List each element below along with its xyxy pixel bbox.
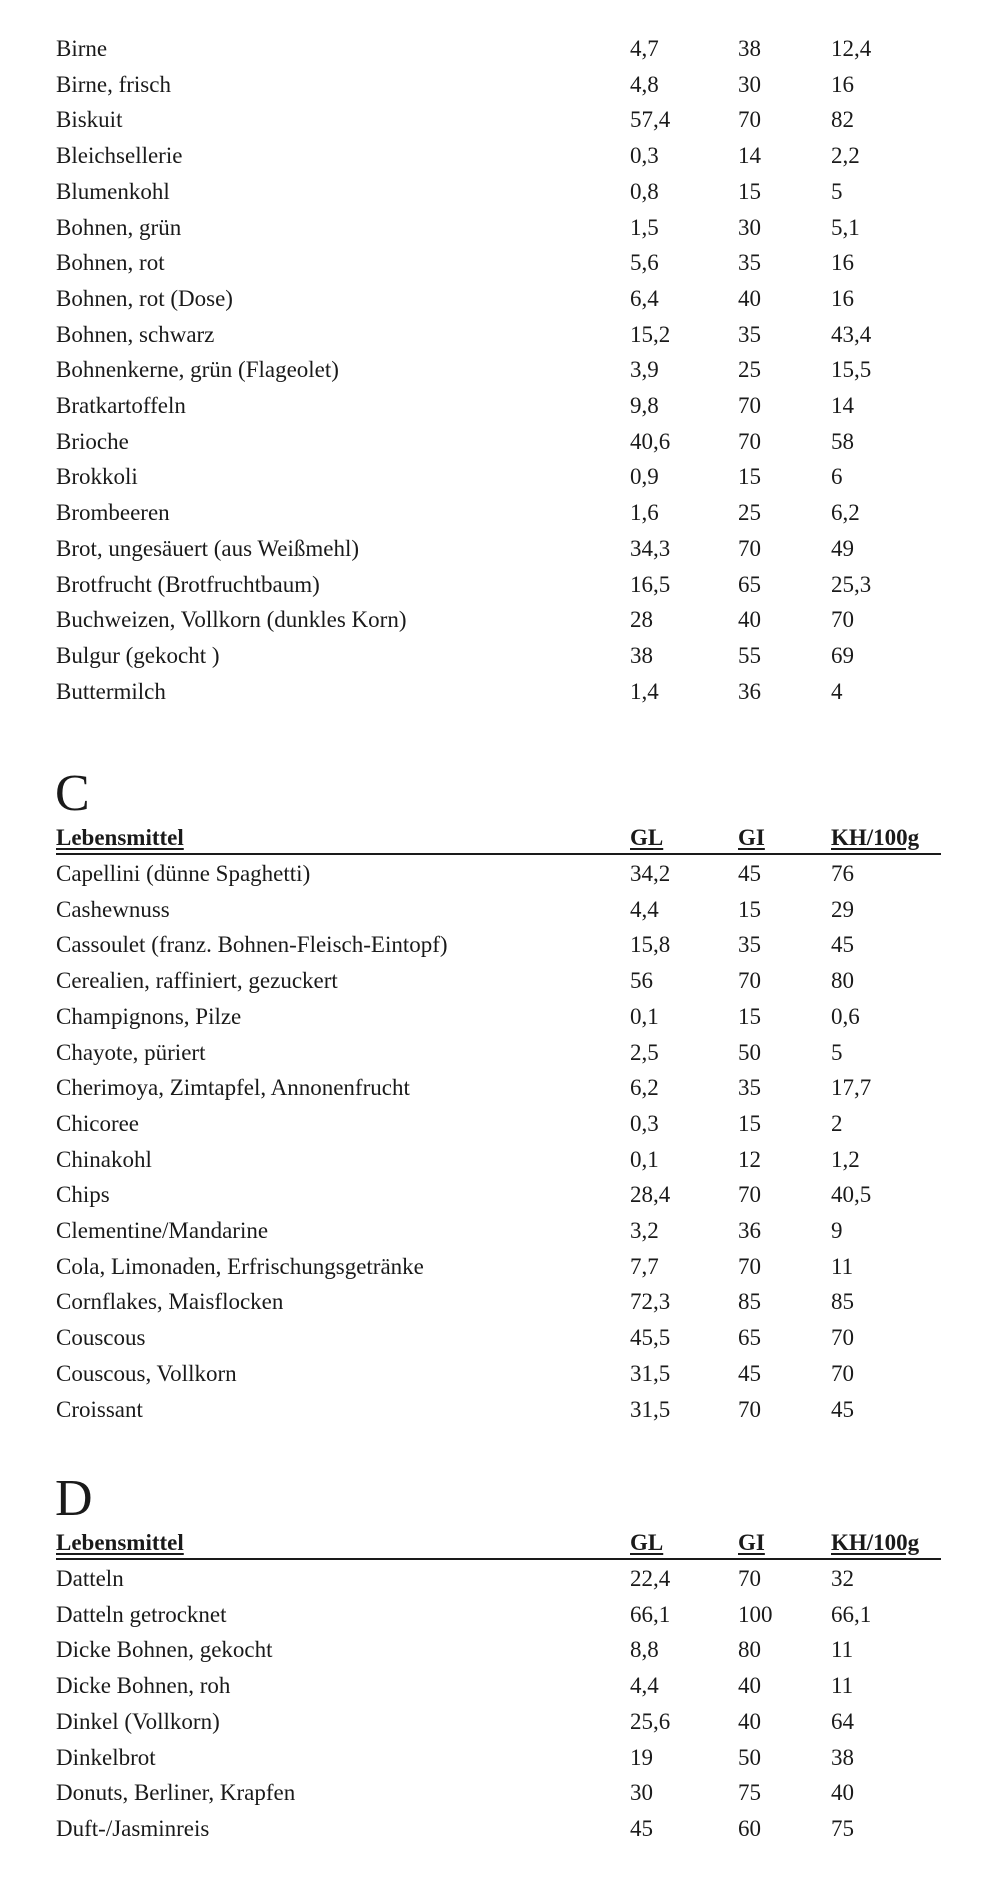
cell-kh: 82	[831, 107, 854, 133]
cell-gi: 70	[738, 393, 761, 418]
cell-kh: 66,1	[831, 1601, 872, 1627]
table-row	[0, 1775, 981, 1811]
cell-gl: 30	[630, 1780, 653, 1806]
cell-food-name: Duft-/Jasminreis	[56, 1815, 210, 1841]
table-row	[0, 1561, 981, 1597]
cell-gi: 70	[738, 1566, 761, 1591]
header-lebensmittel: Lebensmittel	[56, 825, 184, 850]
cell-food-name: Brokkoli	[56, 464, 138, 490]
cell-kh: 45	[831, 1396, 854, 1422]
cell-gi: 50	[738, 1039, 761, 1065]
cell-kh: 40	[831, 1780, 854, 1806]
cell-food-name: Champignons, Pilze	[56, 1003, 242, 1029]
cell-food-name: Cassoulet (franz. Bohnen-Fleisch-Eintopf)	[56, 932, 448, 958]
cell-gl: 25,6	[630, 1708, 671, 1734]
cell-food-name: Dinkelbrot	[56, 1744, 156, 1770]
cell-gi: 55	[738, 642, 761, 668]
table-row	[0, 1704, 981, 1740]
cell-gi: 45	[738, 1360, 761, 1386]
cell-kh: 16	[831, 285, 854, 311]
cell-gl: 0,1	[630, 1146, 659, 1172]
cell-gi: 40	[738, 1708, 761, 1734]
cell-food-name: Datteln getrocknet	[56, 1601, 227, 1627]
cell-kh: 5	[831, 178, 843, 204]
table-row	[0, 1106, 981, 1142]
cell-gl: 34,2	[630, 861, 671, 886]
cell-food-name: Couscous, Vollkorn	[56, 1360, 237, 1386]
cell-food-name: Dicke Bohnen, gekocht	[56, 1637, 273, 1663]
cell-gi: 35	[738, 321, 761, 347]
table-row	[0, 1213, 981, 1249]
cell-gl: 1,5	[630, 214, 659, 240]
cell-kh: 69	[831, 642, 854, 668]
cell-kh: 17,7	[831, 1075, 872, 1101]
cell-kh: 6,2	[831, 500, 860, 526]
table-row	[0, 281, 981, 317]
cell-gl: 0,3	[630, 143, 659, 169]
cell-gl: 0,3	[630, 1110, 659, 1136]
cell-kh: 38	[831, 1744, 854, 1770]
cell-gi: 35	[738, 932, 761, 958]
header-rule	[56, 853, 941, 855]
cell-gl: 0,8	[630, 178, 659, 204]
cell-kh: 0,6	[831, 1003, 860, 1029]
cell-kh: 11	[831, 1253, 854, 1279]
cell-kh: 6	[831, 464, 843, 490]
cell-gl: 6,2	[630, 1075, 659, 1101]
table-row	[0, 174, 981, 210]
cell-gl: 45	[630, 1815, 653, 1841]
cell-food-name: Clementine/Mandarine	[56, 1218, 269, 1243]
cell-gi: 40	[738, 607, 761, 633]
cell-kh: 25,3	[831, 571, 872, 597]
cell-food-name: Bleichsellerie	[56, 143, 183, 169]
cell-gi: 36	[738, 678, 761, 704]
table-header	[0, 1525, 981, 1561]
cell-gi: 15	[738, 896, 761, 922]
cell-gi: 14	[738, 143, 761, 169]
cell-food-name: Chayote, püriert	[56, 1039, 206, 1065]
cell-kh: 40,5	[831, 1182, 872, 1208]
cell-food-name: Brioche	[56, 428, 129, 454]
cell-food-name: Biskuit	[56, 107, 123, 133]
table-row	[0, 963, 981, 999]
cell-gi: 30	[738, 214, 761, 240]
table-row	[0, 892, 981, 928]
table-row	[0, 602, 981, 638]
cell-gi: 70	[738, 1182, 761, 1208]
cell-gl: 15,8	[630, 932, 671, 958]
cell-kh: 11	[831, 1673, 854, 1699]
cell-kh: 16	[831, 250, 854, 276]
table-row	[0, 999, 981, 1035]
cell-kh: 16	[831, 71, 854, 97]
cell-gi: 45	[738, 861, 761, 886]
cell-gl: 56	[630, 968, 653, 994]
table-row	[0, 1356, 981, 1392]
cell-gl: 0,9	[630, 464, 659, 490]
cell-gi: 35	[738, 1075, 761, 1101]
cell-gl: 31,5	[630, 1396, 671, 1422]
cell-kh: 15,5	[831, 357, 872, 383]
cell-kh: 32	[831, 1566, 854, 1591]
header-gi: GI	[738, 1530, 765, 1555]
cell-food-name: Bohnen, rot (Dose)	[56, 285, 233, 311]
cell-gl: 57,4	[630, 107, 671, 133]
cell-gl: 7,7	[630, 1253, 659, 1279]
table-row	[0, 1177, 981, 1213]
table-row	[0, 31, 981, 67]
table-row	[0, 567, 981, 603]
cell-kh: 45	[831, 932, 854, 958]
cell-gi: 12	[738, 1146, 761, 1172]
table-row	[0, 1740, 981, 1776]
cell-gi: 70	[738, 535, 761, 561]
cell-kh: 85	[831, 1289, 854, 1315]
cell-kh: 58	[831, 428, 854, 454]
cell-kh: 76	[831, 861, 854, 886]
cell-gl: 66,1	[630, 1601, 671, 1627]
cell-kh: 1,2	[831, 1146, 860, 1172]
cell-food-name: Buchweizen, Vollkorn (dunkles Korn)	[56, 607, 407, 633]
table-row	[0, 927, 981, 963]
cell-food-name: Bratkartoffeln	[56, 393, 186, 418]
table-row	[0, 1668, 981, 1704]
cell-food-name: Cherimoya, Zimtapfel, Annonenfrucht	[56, 1075, 410, 1101]
cell-gi: 15	[738, 178, 761, 204]
table-header	[0, 820, 981, 856]
cell-kh: 43,4	[831, 321, 872, 347]
cell-gl: 28	[630, 607, 653, 633]
table-row	[0, 1249, 981, 1285]
cell-gl: 1,6	[630, 500, 659, 526]
table-row	[0, 210, 981, 246]
cell-gl: 15,2	[630, 321, 671, 347]
cell-kh: 12,4	[831, 36, 872, 61]
cell-gi: 60	[738, 1815, 761, 1841]
cell-food-name: Bohnen, schwarz	[56, 321, 215, 347]
table-row	[0, 102, 981, 138]
cell-gl: 0,1	[630, 1003, 659, 1029]
cell-kh: 9	[831, 1218, 843, 1243]
cell-kh: 29	[831, 896, 854, 922]
cell-gi: 15	[738, 464, 761, 490]
cell-kh: 14	[831, 393, 854, 418]
cell-kh: 2	[831, 1110, 843, 1136]
cell-gl: 40,6	[630, 428, 671, 454]
cell-food-name: Cashewnuss	[56, 896, 170, 922]
cell-food-name: Croissant	[56, 1396, 143, 1422]
table-row	[0, 531, 981, 567]
cell-kh: 11	[831, 1637, 854, 1663]
table-row	[0, 424, 981, 460]
table-row	[0, 1597, 981, 1633]
table-row	[0, 1070, 981, 1106]
cell-kh: 75	[831, 1815, 854, 1841]
cell-food-name: Bohnen, grün	[56, 214, 182, 240]
cell-gl: 3,9	[630, 357, 659, 383]
cell-gi: 40	[738, 1673, 761, 1699]
cell-kh: 2,2	[831, 143, 860, 169]
cell-gl: 31,5	[630, 1360, 671, 1386]
cell-food-name: Birne, frisch	[56, 71, 171, 97]
header-rule	[56, 1558, 941, 1560]
cell-food-name: Brotfrucht (Brotfruchtbaum)	[56, 571, 320, 597]
cell-kh: 49	[831, 535, 854, 561]
cell-gi: 80	[738, 1637, 761, 1663]
cell-food-name: Blumenkohl	[56, 178, 170, 204]
cell-gi: 70	[738, 1396, 761, 1422]
cell-gl: 3,2	[630, 1218, 659, 1243]
table-row	[0, 1632, 981, 1668]
table-row	[0, 245, 981, 281]
cell-gi: 100	[738, 1601, 773, 1627]
header-kh: KH/100g	[831, 1530, 920, 1555]
cell-food-name: Cornflakes, Maisflocken	[56, 1289, 284, 1315]
table-row	[0, 1320, 981, 1356]
cell-gi: 25	[738, 357, 761, 383]
cell-gi: 70	[738, 968, 761, 994]
cell-food-name: Capellini (dünne Spaghetti)	[56, 861, 311, 886]
cell-gi: 65	[738, 571, 761, 597]
cell-gi: 70	[738, 428, 761, 454]
cell-kh: 80	[831, 968, 854, 994]
cell-gl: 34,3	[630, 535, 671, 561]
cell-gl: 1,4	[630, 678, 659, 704]
cell-gl: 9,8	[630, 393, 659, 418]
table-row	[0, 317, 981, 353]
table-row	[0, 1142, 981, 1178]
section-letter: C	[55, 765, 90, 822]
cell-food-name: Cerealien, raffiniert, gezuckert	[56, 968, 338, 994]
cell-kh: 70	[831, 607, 854, 633]
cell-gl: 5,6	[630, 250, 659, 276]
section-letter: D	[55, 1470, 93, 1527]
cell-gi: 50	[738, 1744, 761, 1770]
table-row	[0, 352, 981, 388]
cell-food-name: Bohnen, rot	[56, 250, 165, 276]
cell-food-name: Chicoree	[56, 1110, 140, 1136]
cell-gi: 40	[738, 285, 761, 311]
cell-food-name: Buttermilch	[56, 678, 166, 704]
cell-food-name: Chips	[56, 1182, 110, 1208]
cell-food-name: Bohnenkerne, grün (Flageolet)	[56, 357, 339, 383]
cell-food-name: Donuts, Berliner, Krapfen	[56, 1780, 296, 1806]
cell-gl: 16,5	[630, 571, 671, 597]
cell-food-name: Chinakohl	[56, 1146, 152, 1172]
header-gl: GL	[630, 825, 664, 850]
table-row	[0, 1392, 981, 1428]
cell-gl: 38	[630, 642, 653, 668]
cell-gl: 4,8	[630, 71, 659, 97]
table-row	[0, 138, 981, 174]
cell-gl: 2,5	[630, 1039, 659, 1065]
cell-gl: 4,4	[630, 896, 659, 922]
cell-gi: 15	[738, 1110, 761, 1136]
cell-gi: 30	[738, 71, 761, 97]
cell-gl: 4,7	[630, 36, 659, 61]
table-row	[0, 1035, 981, 1071]
cell-gl: 72,3	[630, 1289, 671, 1315]
header-kh: KH/100g	[831, 825, 920, 850]
cell-gl: 22,4	[630, 1566, 671, 1591]
cell-gi: 25	[738, 500, 761, 526]
cell-gi: 36	[738, 1218, 761, 1243]
header-gl: GL	[630, 1530, 664, 1555]
table-row	[0, 67, 981, 103]
cell-food-name: Couscous	[56, 1325, 146, 1351]
cell-food-name: Birne	[56, 36, 108, 61]
cell-gl: 4,4	[630, 1673, 659, 1699]
header-gi: GI	[738, 825, 765, 850]
cell-kh: 5,1	[831, 214, 860, 240]
cell-food-name: Brot, ungesäuert (aus Weißmehl)	[56, 535, 360, 561]
cell-gi: 35	[738, 250, 761, 276]
cell-gi: 70	[738, 1253, 761, 1279]
cell-gl: 19	[630, 1744, 653, 1770]
cell-gi: 85	[738, 1289, 761, 1315]
table-row	[0, 495, 981, 531]
table-row	[0, 674, 981, 710]
cell-kh: 64	[831, 1708, 854, 1734]
header-lebensmittel: Lebensmittel	[56, 1530, 184, 1555]
table-row	[0, 1811, 981, 1847]
table-row	[0, 459, 981, 495]
cell-gi: 75	[738, 1780, 761, 1806]
cell-gi: 65	[738, 1325, 761, 1351]
cell-gi: 70	[738, 107, 761, 133]
table-row	[0, 638, 981, 674]
cell-gl: 28,4	[630, 1182, 671, 1208]
cell-gl: 8,8	[630, 1637, 659, 1663]
cell-gl: 45,5	[630, 1325, 671, 1351]
cell-food-name: Datteln	[56, 1566, 124, 1591]
cell-gl: 6,4	[630, 285, 659, 311]
table-row	[0, 388, 981, 424]
cell-food-name: Brombeeren	[56, 500, 170, 526]
cell-food-name: Dinkel (Vollkorn)	[56, 1708, 220, 1734]
cell-kh: 70	[831, 1360, 854, 1386]
table-row	[0, 856, 981, 892]
cell-kh: 4	[831, 678, 843, 704]
table-row	[0, 1284, 981, 1320]
cell-food-name: Bulgur (gekocht )	[56, 642, 220, 668]
cell-kh: 70	[831, 1325, 854, 1351]
cell-gi: 38	[738, 36, 761, 61]
cell-kh: 5	[831, 1039, 843, 1065]
cell-gi: 15	[738, 1003, 761, 1029]
cell-food-name: Cola, Limonaden, Erfrischungsgetränke	[56, 1253, 424, 1279]
cell-food-name: Dicke Bohnen, roh	[56, 1673, 231, 1699]
